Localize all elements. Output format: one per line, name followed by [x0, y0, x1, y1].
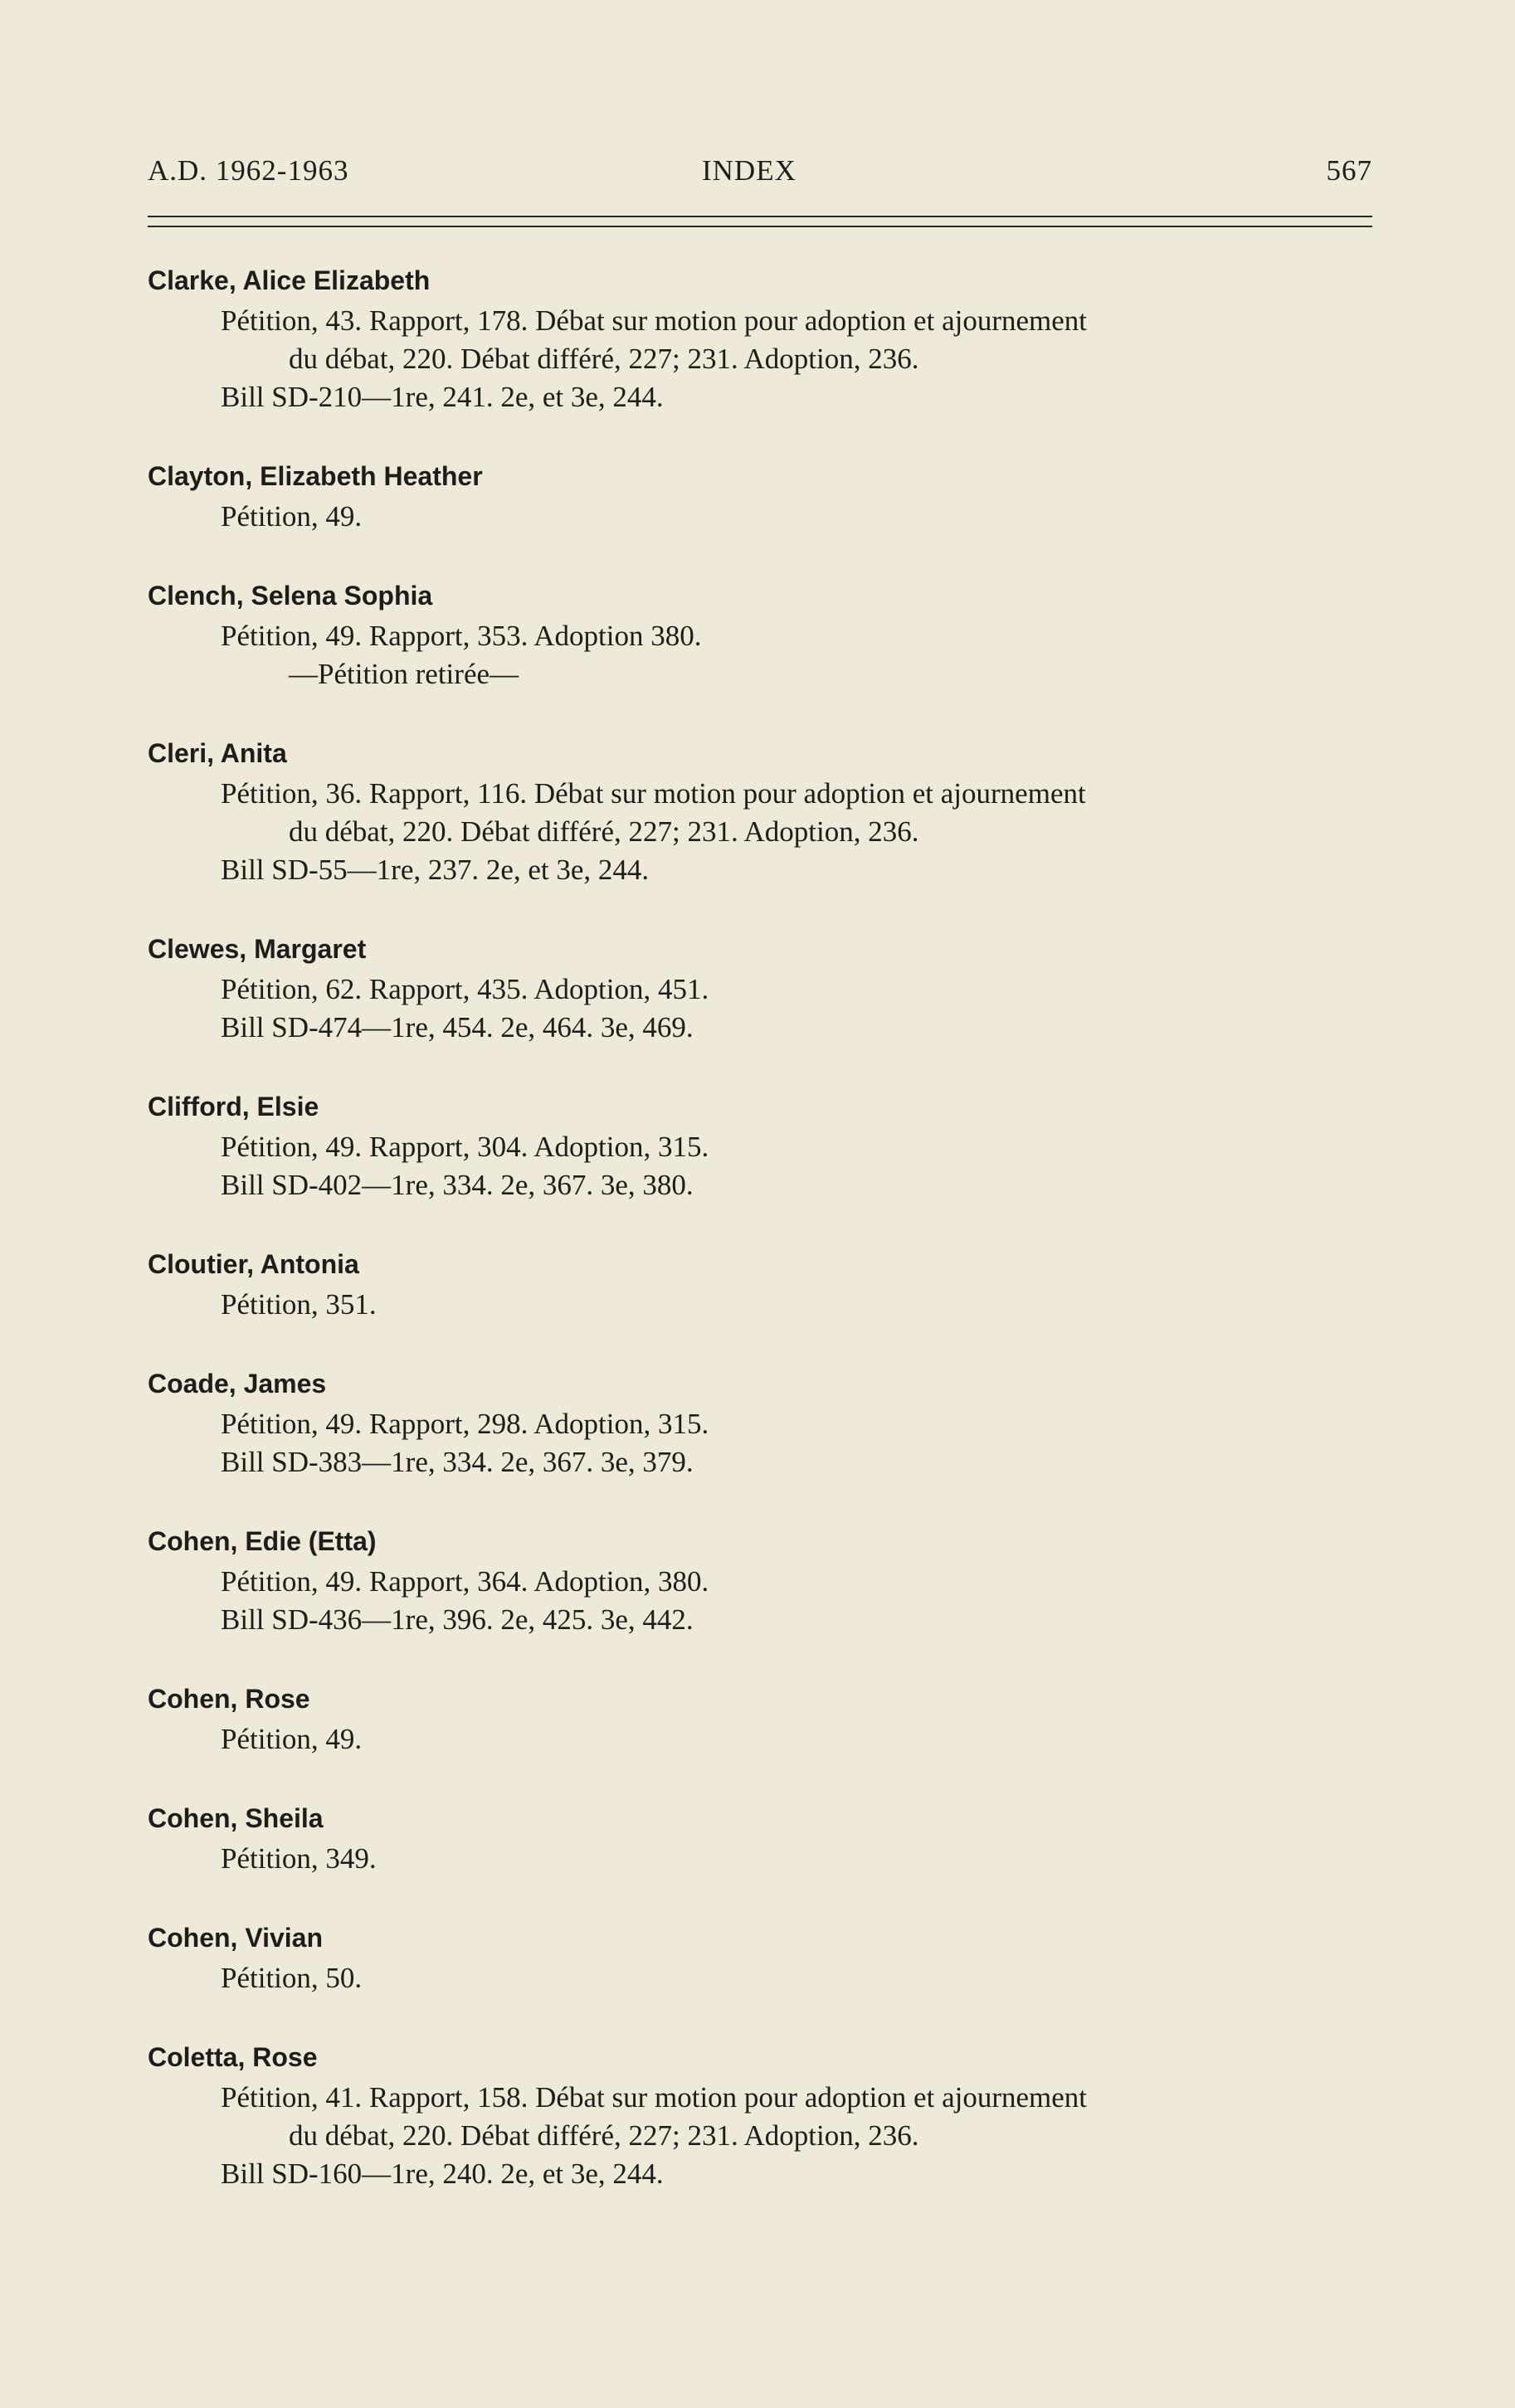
entry-name: Clarke, Alice Elizabeth: [148, 265, 431, 295]
entry-line-text: Pétition, 49. Rapport, 298. Adoption, 315.: [221, 1408, 709, 1440]
index-entry: [148, 262, 1384, 416]
entry-line: [148, 1009, 1384, 1047]
entry-line-text: Pétition, 49. Rapport, 353. Adoption 380.: [221, 620, 702, 652]
entry-line-text: Pétition, 62. Rapport, 435. Adoption, 451.: [221, 973, 709, 1005]
entry-line-text: Pétition, 43. Rapport, 178. Débat sur motion pour adoption et ajournement: [221, 304, 1088, 337]
entry-line: [148, 2155, 1384, 2193]
entry-line-continuation: du débat, 220. Débat différé, 227; 231. Adoption, 236.: [289, 815, 919, 848]
entry-name: Clayton, Elizabeth Heather: [148, 461, 483, 491]
entry-line-text: Bill SD-383—1re, 334. 2e, 367. 3e, 379.: [221, 1446, 694, 1478]
index-entry: [148, 1919, 1384, 1997]
running-head: [148, 154, 1372, 196]
entry-line: [148, 2079, 1384, 2155]
entry-line: [148, 1959, 1384, 1997]
index-entry: [148, 1523, 1384, 1639]
entry-line-text: Pétition, 50.: [221, 1962, 363, 1994]
header-title: INDEX: [702, 154, 796, 187]
entry-line: [148, 378, 1384, 416]
entry-name: Clifford, Elsie: [148, 1092, 319, 1121]
entry-line: [148, 1128, 1384, 1166]
index-entry: [148, 1800, 1384, 1878]
entry-line-continuation: du débat, 220. Débat différé, 227; 231. Adoption, 236.: [289, 2119, 919, 2152]
entry-line-text: Pétition, 36. Rapport, 116. Débat sur motion pour adoption et ajournement: [221, 777, 1086, 810]
header-rule-bottom: [148, 226, 1372, 227]
entry-name: Cloutier, Antonia: [148, 1249, 359, 1279]
index-entry: [148, 1365, 1384, 1481]
entry-name: Cohen, Edie (Etta): [148, 1526, 377, 1556]
entry-line: [148, 1443, 1384, 1481]
index-entry: [148, 2039, 1384, 2193]
entry-line: [148, 1286, 1384, 1324]
entry-line-continuation: du débat, 220. Débat différé, 227; 231. Adoption, 236.: [289, 343, 919, 375]
entry-line-text: Bill SD-55—1re, 237. 2e, et 3e, 244.: [221, 854, 650, 886]
entry-line-text: Bill SD-402—1re, 334. 2e, 367. 3e, 380.: [221, 1169, 694, 1201]
header-years: A.D. 1962-1963: [148, 154, 349, 187]
index-entry: [148, 1088, 1384, 1204]
entry-name: Coletta, Rose: [148, 2042, 318, 2072]
index-entries: [148, 262, 1384, 2235]
entry-line: [148, 1720, 1384, 1759]
entry-line-text: Bill SD-210—1re, 241. 2e, et 3e, 244.: [221, 381, 664, 413]
entry-line: [148, 1563, 1384, 1601]
entry-line: [148, 498, 1384, 536]
header-rule-top: [148, 216, 1372, 217]
entry-line: [148, 1601, 1384, 1639]
entry-line: [148, 1840, 1384, 1878]
index-entry: [148, 1246, 1384, 1324]
entry-line-text: Bill SD-474—1re, 454. 2e, 464. 3e, 469.: [221, 1011, 694, 1043]
entry-line-text: Bill SD-160—1re, 240. 2e, et 3e, 244.: [221, 2157, 664, 2190]
entry-line: [148, 851, 1384, 889]
entry-line: [148, 970, 1384, 1009]
entry-name: Cohen, Sheila: [148, 1803, 324, 1833]
entry-name: Clewes, Margaret: [148, 934, 367, 964]
entry-line-text: Pétition, 349.: [221, 1842, 377, 1875]
index-entry: [148, 1681, 1384, 1759]
index-entry: [148, 458, 1384, 536]
entry-line: [148, 1166, 1384, 1204]
entry-line: [148, 617, 1384, 655]
entry-name: Coade, James: [148, 1369, 327, 1399]
entry-name: Clench, Selena Sophia: [148, 581, 433, 611]
entry-line: [148, 1405, 1384, 1443]
entry-line: [148, 655, 1384, 693]
index-entry: [148, 577, 1384, 693]
index-entry: [148, 735, 1384, 889]
entry-line-text: Pétition, 49. Rapport, 304. Adoption, 315.: [221, 1131, 709, 1163]
index-entry: [148, 931, 1384, 1047]
entry-line-text: Pétition, 49.: [221, 500, 363, 533]
entry-line-text: Pétition, 41. Rapport, 158. Débat sur motion pour adoption et ajournement: [221, 2081, 1088, 2114]
entry-line: [148, 302, 1384, 378]
entry-line-text: —Pétition retirée—: [289, 658, 519, 690]
entry-line: [148, 775, 1384, 851]
entry-line-text: Pétition, 351.: [221, 1288, 377, 1321]
entry-line-text: Pétition, 49. Rapport, 364. Adoption, 380.: [221, 1565, 709, 1598]
entry-name: Cohen, Rose: [148, 1684, 310, 1714]
entry-name: Cohen, Vivian: [148, 1923, 324, 1953]
entry-name: Cleri, Anita: [148, 738, 287, 768]
entry-line-text: Pétition, 49.: [221, 1723, 363, 1755]
page-number: 567: [1326, 154, 1372, 187]
entry-line-text: Bill SD-436—1re, 396. 2e, 425. 3e, 442.: [221, 1603, 694, 1636]
